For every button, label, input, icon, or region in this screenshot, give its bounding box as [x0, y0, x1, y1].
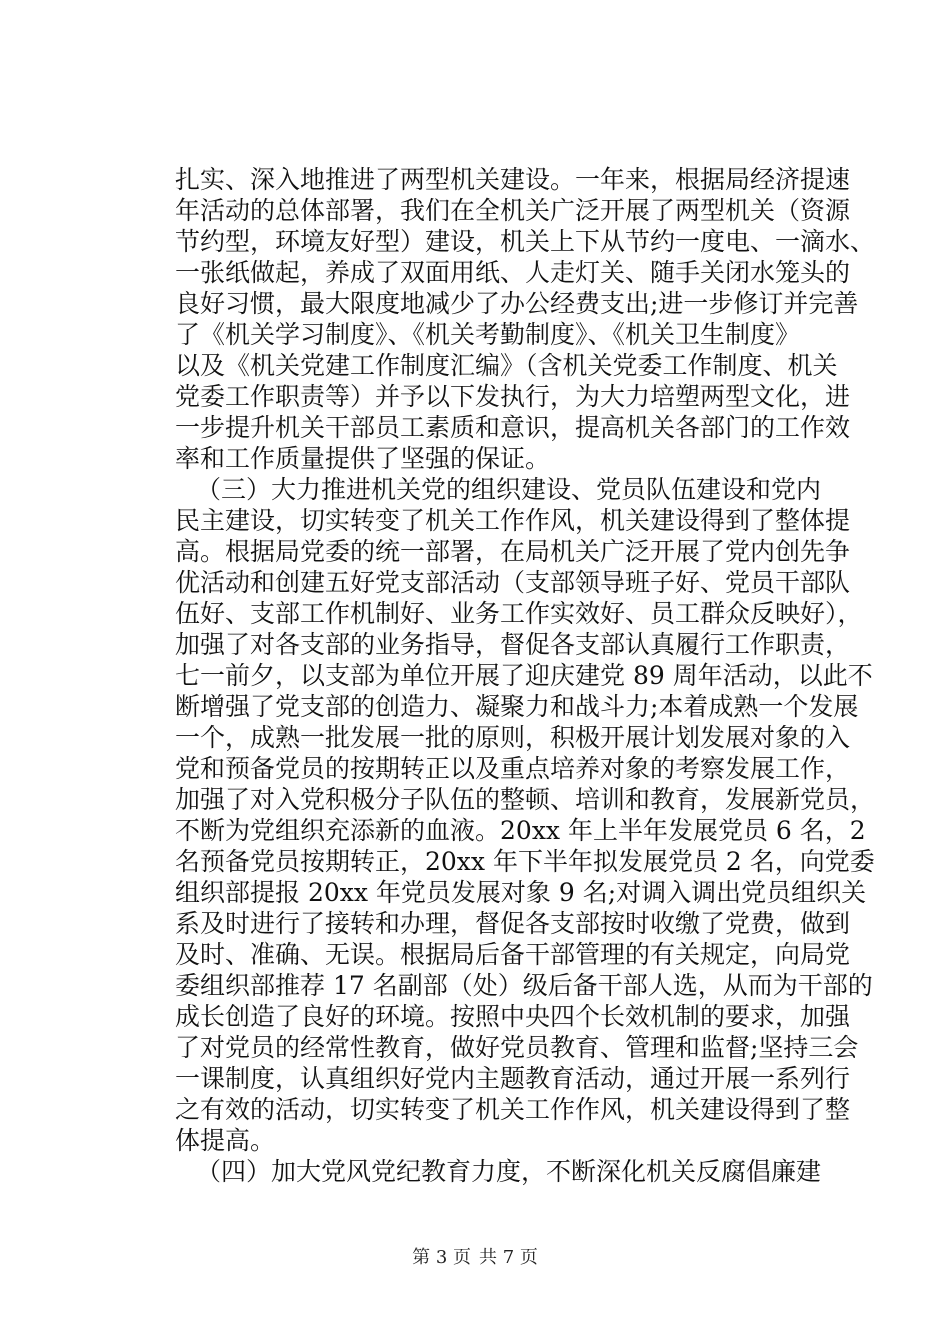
text-line: 民主建设，切实转变了机关工作作风，机关建设得到了整体提: [175, 506, 851, 535]
text-line: 一个，成熟一批发展一批的原则，积极开展计划发展对象的入: [175, 723, 851, 752]
text-line: 扎实、深入地推进了两型机关建设。一年来，根据局经济提速: [175, 165, 851, 194]
text-line: 断增强了党支部的创造力、凝聚力和战斗力;本着成熟一个发展: [175, 692, 859, 721]
text-line: 以及《机关党建工作制度汇编》（含机关党委工作制度、机关: [175, 351, 838, 380]
text-line: 伍好、支部工作机制好、业务工作实效好、员工群众反映好），: [175, 599, 863, 628]
text-line: 之有效的活动，切实转变了机关工作作风，机关建设得到了整: [175, 1095, 851, 1124]
text-line: 优活动和创建五好党支部活动（支部领导班子好、党员干部队: [175, 568, 851, 597]
paragraph-end-line: 体提高。: [175, 1126, 276, 1155]
text-line: 高。根据局党委的统一部署，在局机关广泛开展了党内创先争: [175, 537, 851, 566]
paragraph-start-line: （四）加大党风党纪教育力度，不断深化机关反腐倡廉建: [196, 1157, 822, 1186]
text-line: 组织部提报 20xx 年党员发展对象 9 名;对调入调出党员组织关: [175, 878, 867, 907]
text-line: 成长创造了良好的环境。按照中央四个长效机制的要求，加强: [175, 1002, 851, 1031]
text-line: 不断为党组织充添新的血液。20xx 年上半年发展党员 6 名，2: [175, 816, 866, 845]
text-line: 及时、准确、无误。根据局后备干部管理的有关规定，向局党: [175, 940, 851, 969]
text-line: 一步提升机关干部员工素质和意识，提高机关各部门的工作效: [175, 413, 851, 442]
text-line: 名预备党员按期转正，20xx 年下半年拟发展党员 2 名，向党委: [175, 847, 875, 876]
paragraph-start-line: （三）大力推进机关党的组织建设、党员队伍建设和党内: [196, 475, 822, 504]
page-number: 第 3 页: [412, 1247, 471, 1268]
text-line: 委组织部推荐 17 名副部（处）级后备干部人选，从而为干部的: [175, 971, 873, 1000]
page-footer: [0, 1247, 950, 1269]
text-line: 了对党员的经常性教育，做好党员教育、管理和监督;坚持三会: [175, 1033, 859, 1062]
text-line: 年活动的总体部署，我们在全机关广泛开展了两型机关（资源: [175, 196, 851, 225]
document-body: [175, 164, 876, 1187]
text-line: 加强了对各支部的业务指导，督促各支部认真履行工作职责，: [175, 630, 851, 659]
text-line: 一课制度，认真组织好党内主题教育活动，通过开展一系列行: [175, 1064, 851, 1093]
paragraph-end-line: 率和工作质量提供了坚强的保证。: [175, 444, 551, 473]
text-line: 节约型，环境友好型）建设，机关上下从节约一度电、一滴水、: [175, 227, 876, 256]
text-line: 良好习惯，最大限度地减少了办公经费支出;进一步修订并完善: [175, 289, 859, 318]
text-line: 七一前夕，以支部为单位开展了迎庆建党 89 周年活动，以此不: [175, 661, 873, 690]
text-line: 党委工作职责等）并予以下发执行，为大力培塑两型文化，进: [175, 382, 851, 411]
page-total: 共 7 页: [479, 1247, 538, 1268]
text-line: 一张纸做起，养成了双面用纸、人走灯关、随手关闭水笼头的: [175, 258, 851, 287]
text-line: 党和预备党员的按期转正以及重点培养对象的考察发展工作，: [175, 754, 851, 783]
text-line: 加强了对入党积极分子队伍的整顿、培训和教育，发展新党员，: [175, 785, 876, 814]
text-line: 了《机关学习制度》、《机关考勤制度》、《机关卫生制度》: [175, 320, 801, 349]
text-line: 系及时进行了接转和办理，督促各支部按时收缴了党费，做到: [175, 909, 851, 938]
